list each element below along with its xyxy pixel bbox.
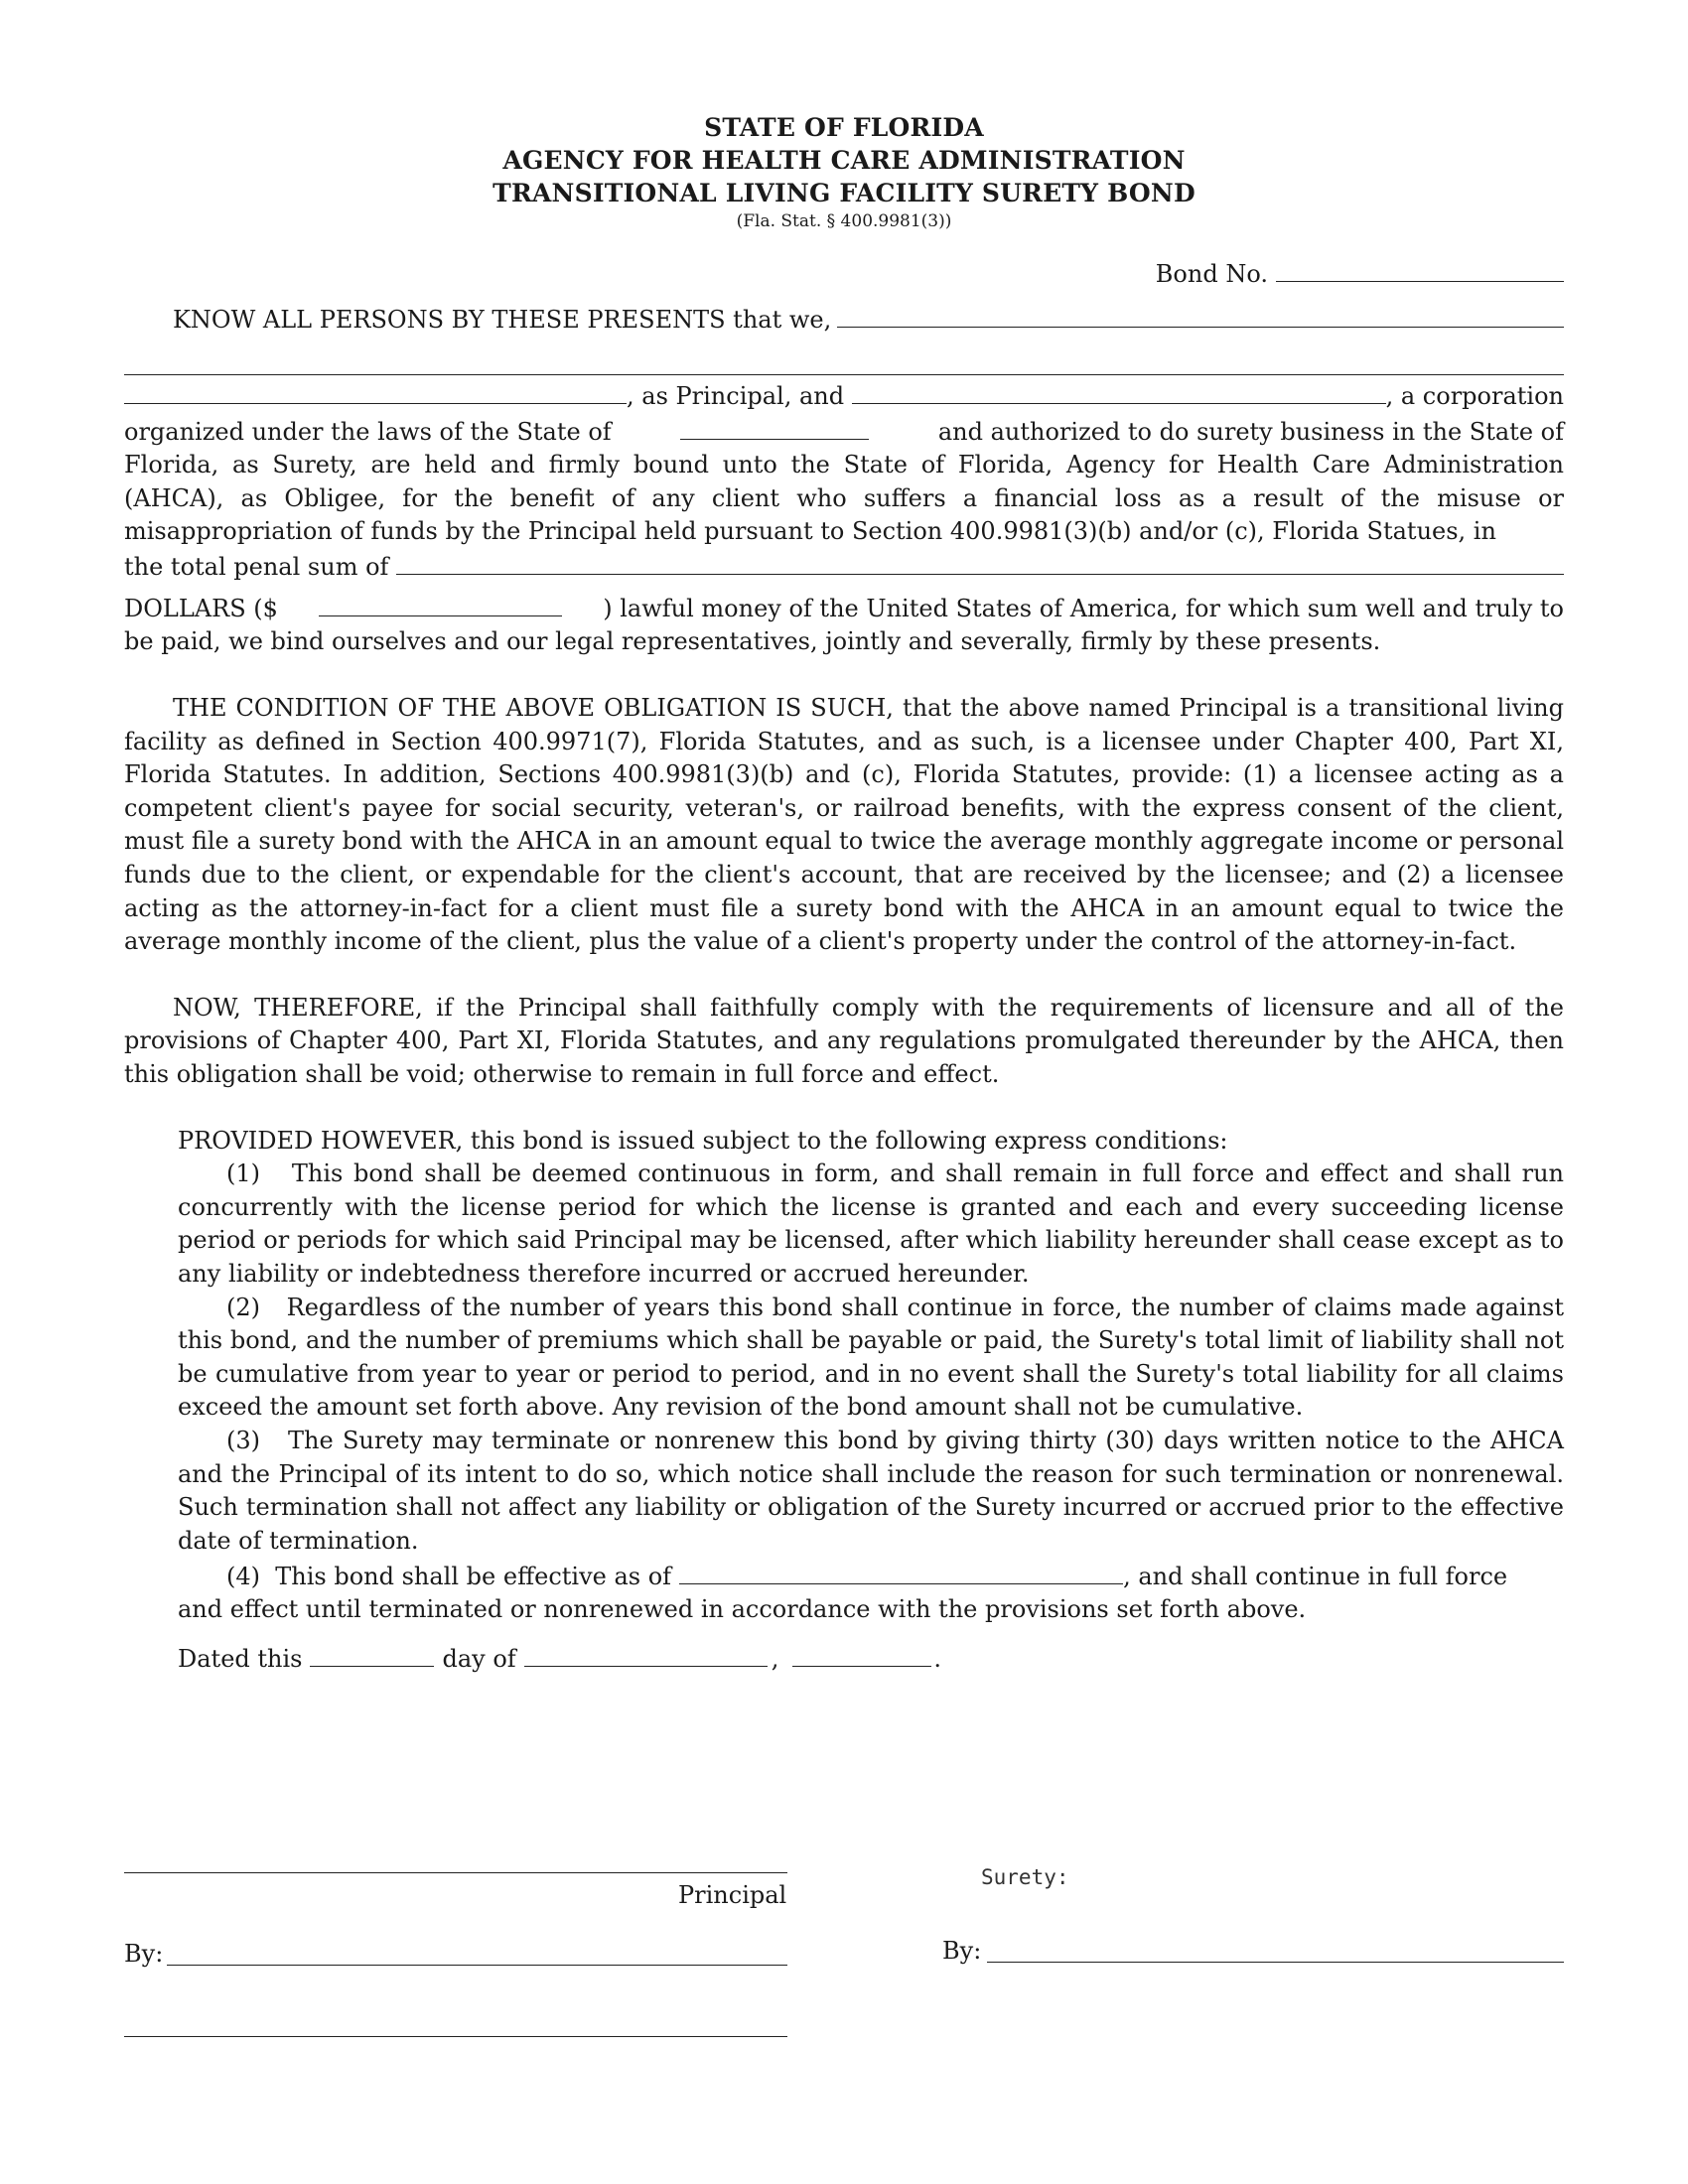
dated-year-field[interactable] bbox=[792, 1641, 931, 1667]
bond-no-label: Bond No. bbox=[1155, 260, 1268, 289]
principal-surety-row bbox=[124, 378, 1564, 414]
bond-no-row bbox=[124, 256, 1564, 292]
know-all-row bbox=[124, 302, 1564, 338]
surety-by-line[interactable] bbox=[987, 1960, 1564, 1963]
principal-signature-line[interactable] bbox=[124, 1870, 787, 1873]
penal-sum-amount-field[interactable] bbox=[319, 591, 562, 616]
header-citation: (Fla. Stat. § 400.9981(3)) bbox=[736, 211, 952, 231]
corporation-text: , a corporation bbox=[1385, 381, 1564, 410]
dated-month-field[interactable] bbox=[524, 1641, 768, 1667]
penal-sum-text: the total penal sum of bbox=[124, 553, 389, 582]
dated-row bbox=[178, 1641, 1564, 1677]
dated-this-text: Dated this bbox=[178, 1644, 303, 1673]
dollars-post-text: ) lawful money of the United States of America, for which sum well and truly to bbox=[603, 594, 1564, 622]
principal-name-field-1[interactable] bbox=[837, 302, 1564, 328]
principal-name-field-3[interactable] bbox=[124, 378, 627, 404]
organized-post-text: and authorized to do surety business in the State of bbox=[937, 417, 1564, 446]
dollars-pre-text: DOLLARS ($ bbox=[124, 594, 278, 622]
effective-date-field[interactable] bbox=[679, 1558, 1123, 1583]
principal-by-line[interactable] bbox=[167, 1963, 787, 1966]
penal-sum-words-field[interactable] bbox=[396, 549, 1564, 575]
principal-by-label: By: bbox=[124, 1940, 164, 1968]
bind-text: be paid, we bind ourselves and our legal representatives, jointly and severally, firmly by these presents. bbox=[124, 627, 1381, 656]
condition-4-pre: (4) This bond shall be effective as of bbox=[226, 1562, 672, 1590]
principal-extra-line[interactable] bbox=[124, 2034, 787, 2037]
surety-name-field[interactable] bbox=[852, 378, 1385, 404]
as-principal-text: , as Principal, and bbox=[627, 381, 845, 410]
organized-pre-text: organized under the laws of the State of bbox=[124, 417, 612, 446]
organized-row bbox=[124, 413, 1564, 449]
condition-4-post: , and shall continue in full force bbox=[1123, 1562, 1508, 1590]
condition-3: (3) The Surety may terminate or nonrenew this bond by giving thirty (30) days written notice to the AHCA and the Principal of its intent to do so, which notice shall include the reason for such termination or nonrenewal. Such termination shall not affect any liability or obligation of the Surety incurred or accrued prior to the effective date of termination. bbox=[178, 1426, 1564, 1555]
surety-state-field[interactable] bbox=[680, 413, 869, 439]
day-of-text: day of bbox=[442, 1644, 516, 1673]
header-state: STATE OF FLORIDA bbox=[704, 113, 984, 142]
intro-paragraph: Florida, as Surety, are held and firmly bound unto the State of Florida, Agency for Health Care Administration (AHCA), as Obligee, for the benefit of any client who suffers a financial loss as a result of the misuse or misappropriation of funds by the Principal held pursuant to Section 400.9981(3)(b) and/or (c), Florida Statues, in bbox=[124, 451, 1564, 546]
penal-sum-row bbox=[124, 549, 1564, 585]
principal-name-field-2[interactable] bbox=[124, 346, 1564, 375]
provided-heading: PROVIDED HOWEVER, this bond is issued subject to the following express conditions: bbox=[178, 1126, 1228, 1155]
condition-1: (1) This bond shall be deemed continuous in form, and shall remain in full force and effect and shall run concurrently with the license period for which the license is granted and each and every succeeding license period or periods for which said Principal may be licensed, after which liability hereunder shall cease except as to any liability or indebtedness therefore incurred or accrued hereunder. bbox=[178, 1160, 1564, 1288]
condition-2: (2) Regardless of the number of years this bond shall continue in force, the number of claims made against this bond, and the number of premiums which shall be payable or paid, the Surety's total limit of liability shall not be cumulative from year to year or period to period, and in no event shall the Surety's total liability for all claims exceed the amount set forth above. Any revision of the bond amount shall not be cumulative. bbox=[178, 1293, 1564, 1422]
condition-4-cont: and effect until terminated or nonrenewed in accordance with the provisions set forth above. bbox=[178, 1595, 1307, 1624]
form-header bbox=[0, 111, 1688, 233]
surety-by-label: By: bbox=[942, 1937, 982, 1965]
dated-period: . bbox=[933, 1644, 941, 1673]
principal-label: Principal bbox=[678, 1881, 787, 1909]
condition-paragraph: THE CONDITION OF THE ABOVE OBLIGATION IS SUCH, that the above named Principal is a transitional living facility as defined in Section 400.9971(7), Florida Statutes, and as such, is a licensee under Chapter 400, Part XI, Florida Statutes. In addition, Sections 400.9981(3)(b) and (c), Florida Statutes, provide: (1) a licensee acting as a competent client's payee for social security, veteran's, or railroad benefits, with the express consent of the client, must file a surety bond with the AHCA in an amount equal to twice the average monthly aggregate income or personal funds due to the client, or expendable for the client's account, that are received by the licensee; and (2) a licensee acting as the attorney-in-fact for a client must file a surety bond with the AHCA in an amount equal to twice the average monthly income of the client, plus the value of a client's property under the control of the attorney-in-fact. bbox=[124, 694, 1564, 956]
header-agency: AGENCY FOR HEALTH CARE ADMINISTRATION bbox=[502, 146, 1186, 175]
bond-no-field[interactable] bbox=[1276, 256, 1564, 282]
dated-day-field[interactable] bbox=[310, 1641, 434, 1667]
condition-4-row bbox=[178, 1558, 1564, 1593]
header-title: TRANSITIONAL LIVING FACILITY SURETY BOND bbox=[492, 179, 1196, 207]
know-all-text: KNOW ALL PERSONS BY THESE PRESENTS that we, bbox=[173, 305, 832, 334]
surety-label: Surety: bbox=[981, 1865, 1069, 1889]
form-body bbox=[124, 256, 1564, 1676]
dollars-row bbox=[124, 591, 1564, 626]
dated-comma: , bbox=[771, 1644, 779, 1673]
now-therefore-paragraph: NOW, THEREFORE, if the Principal shall faithfully comply with the requirements of licensure and all of the provisions of Chapter 400, Part XI, Florida Statutes, and any regulations promulgated thereunder by the AHCA, then this obligation shall be void; otherwise to remain in full force and effect. bbox=[124, 993, 1564, 1088]
